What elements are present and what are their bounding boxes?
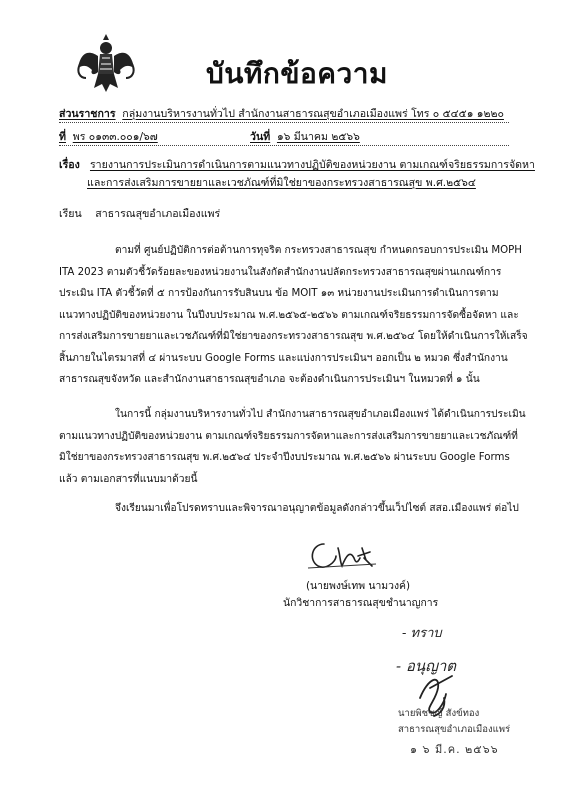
paragraph-1-line: สิ้นภายในไตรมาสที่ ๔ ผ่านระบบ Google Forms และแบ่งการประเมินฯ ออกเป็น ๒ หมวด ซึ่งสำนักงาน — [59, 352, 508, 364]
signature-block — [283, 578, 439, 612]
endorsement-date: ๑ ๖ มี.ค. ๒๕๖๖ — [410, 743, 499, 756]
to-value: สาธารณสุขอำเภอเมืองแพร่ — [95, 208, 221, 220]
paragraph-3: จึงเรียนมาเพื่อโปรดทราบและพิจารณาอนุญาตข้อมูลดังกล่าวขึ้นเว็ปไซต์ สสอ.เมืองแพร่ ต่อไป — [115, 503, 519, 514]
endorsement-signer-name: นายพิชชญ์ สังข์ทอง — [398, 708, 480, 719]
ref-value: พร ๐๑๓๓.๐๐๑/๖๗ — [72, 131, 158, 143]
date-label: วันที่ — [250, 131, 271, 143]
signer-name: (นายพงษ์เทพ นามวงค์) — [305, 580, 411, 592]
to-row — [59, 207, 220, 221]
handwritten-signature-icon — [306, 538, 378, 572]
paragraph-2-line: ในการนี้ กลุ่มงานบริหารงานทั่วไป สำนักงานสาธารณสุขอำเภอเมืองแพร่ ได้ดำเนินการประเมิน — [115, 409, 526, 420]
ref-label: ที่ — [59, 131, 66, 143]
paragraph-2 — [59, 404, 526, 490]
paragraph-2-line: มิใช่ยาของกระทรวงสาธารณสุข พ.ศ.๒๕๖๔ ประจำปีงบประมาณ พ.ศ.๒๕๖๖ ผ่านระบบ Google Forms — [59, 452, 510, 463]
subject-line-1: รายงานการประเมินการดำเนินการตามแนวทางปฏิบัติของหน่วยงาน ตามเกณฑ์จริยธรรมการจัดหา — [89, 159, 535, 171]
paragraph-1-line: ITA 2023 ตามตัวชี้วัดร้อยละของหน่วยงานในสังกัดสำนักงานปลัดกระทรวงสาธารณสุขผ่านเกณฑ์การ — [59, 266, 502, 278]
ref-row — [59, 130, 158, 144]
paragraph-2-line: แล้ว ตามเอกสารที่แนบมาด้วยนี้ — [59, 473, 198, 485]
subject-row — [59, 158, 535, 172]
endorsement-note-2: - อนุญาต — [396, 657, 457, 675]
to-label: เรียน — [59, 208, 82, 220]
signer-position: นักวิชาการสาธารณสุขชำนาญการ — [283, 597, 439, 609]
paragraph-1-line: สาธารณสุขจังหวัด และสำนักงานสาธารณสุขอำเภอ จะต้องดำเนินการประเมินฯ ในหมวดที่ ๑ นั้น — [59, 374, 480, 385]
endorsement-signer-position: สาธารณสุขอำเภอเมืองแพร่ — [398, 724, 511, 735]
paragraph-2-line: ตามแนวทางปฏิบัติของหน่วยงาน ตามเกณฑ์จริยธรรมการจัดหาและการส่งเสริมการขายยาและเวชภัณฑ์ที่ — [59, 430, 518, 442]
ref-dotline — [59, 145, 509, 146]
subject-line-2: และการส่งเสริมการขายยาและเวชภัณฑ์ที่มิใช่ยาของกระทรวงสาธารณสุข พ.ศ.๒๕๖๔ — [87, 177, 476, 189]
document-title: บันทึกข้อความ — [206, 57, 388, 90]
department-row — [59, 107, 504, 121]
endorsement-note-1: - ทราบ — [402, 626, 442, 641]
endorsement-stamp — [398, 706, 510, 758]
paragraph-1-line: การส่งเสริมการขายยาและเวชภัณฑ์ที่มิใช่ยาของกระทรวงสาธารณสุข พ.ศ.๒๕๖๔ โดยให้ดำเนินการให้เสร็จ — [59, 331, 528, 342]
paragraph-1-line: ประเมิน ITA ตัวชี้วัดที่ ๕ การป้องกันการรับสินบน ข้อ MOIT ๑๓ หน่วยงานประเมินการดำเนินการตาม — [59, 288, 499, 299]
department-value: กลุ่มงานบริหารงานทั่วไป สำนักงานสาธารณสุขอำเภอเมืองแพร่ โทร ๐ ๕๔๕๑ ๑๒๒๐ — [122, 108, 504, 120]
paragraph-1 — [59, 240, 528, 391]
subject-label: เรื่อง — [59, 159, 80, 171]
date-value: ๑๖ มีนาคม ๒๕๖๖ — [276, 131, 360, 143]
paragraph-1-line: ตามที่ ศูนย์ปฏิบัติการต่อต้านการทุจริต กระทรวงสาธารณสุข กำหนดกรอบการประเมิน MOPH — [115, 245, 522, 256]
department-dotline — [59, 122, 509, 123]
garuda-emblem-icon — [76, 34, 136, 96]
department-label: ส่วนราชการ — [59, 108, 116, 120]
paragraph-1-line: แนวทางปฏิบัติของหน่วยงาน ในปีงบประมาณ พ.ศ.๒๕๖๕-๒๕๖๖ ตามเกณฑ์จริยธรรมการจัดซื้อจัดหา และ — [59, 309, 519, 321]
date-row — [250, 130, 360, 144]
